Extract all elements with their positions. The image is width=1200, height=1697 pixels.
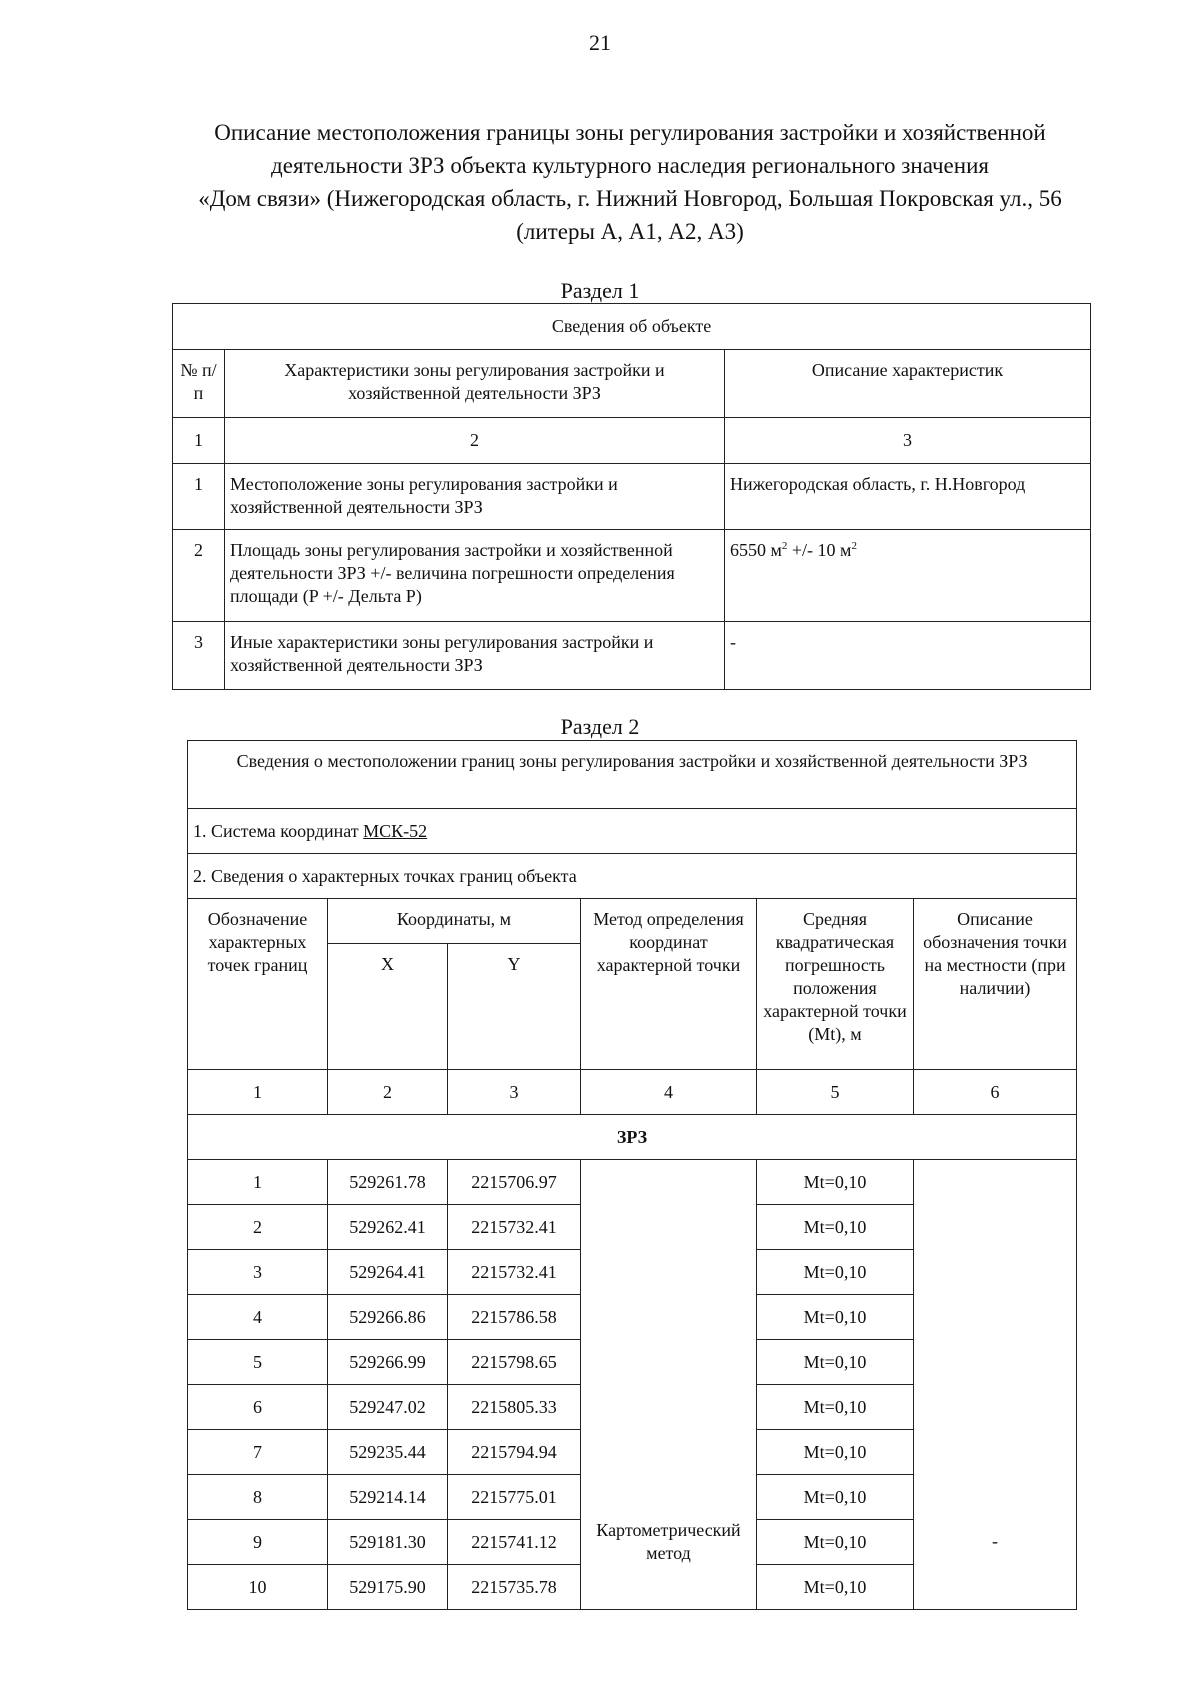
col-header-y: Y [448, 944, 581, 1070]
row-description-area [725, 530, 1091, 622]
point-error: Mt=0,10 [757, 1430, 914, 1475]
row-characteristic: Местоположение зоны регулирования застройки и хозяйственной деятельности ЗРЗ [225, 464, 725, 530]
col-header-coordinates: Координаты, м [328, 899, 581, 944]
point-number: 4 [188, 1295, 328, 1340]
col-index: 2 [328, 1070, 448, 1115]
col-index: 6 [914, 1070, 1077, 1115]
point-x: 529181.30 [328, 1520, 448, 1565]
row-characteristic: Площадь зоны регулирования застройки и хозяйственной деятельности ЗРЗ +/- величина погрешности определения площади (P +/- Дельта P) [225, 530, 725, 622]
title-line: (литеры А, А1, А2, А3) [516, 219, 744, 244]
col-index: 4 [581, 1070, 757, 1115]
point-number: 2 [188, 1205, 328, 1250]
area-tolerance: +/- 10 м [787, 540, 852, 560]
point-description-cell: - [914, 1160, 1077, 1610]
zone-label: ЗРЗ [188, 1115, 1077, 1160]
area-value: 6550 м [730, 540, 782, 560]
tolerance-unit-sup: 2 [851, 540, 857, 552]
point-y: 2215805.33 [448, 1385, 581, 1430]
col-header-point-description: Описание обозначения точки на местности (при наличии) [914, 899, 1077, 1070]
row-description: - [725, 622, 1091, 690]
area-unit-sup: 2 [781, 540, 788, 552]
point-number: 10 [188, 1565, 328, 1610]
col-header-x: X [328, 944, 448, 1070]
col-header-description: Описание характеристик [725, 350, 1091, 418]
point-y: 2215735.78 [448, 1565, 581, 1610]
point-x: 529266.86 [328, 1295, 448, 1340]
col-index: 1 [173, 418, 225, 464]
point-y: 2215741.12 [448, 1520, 581, 1565]
point-error: Mt=0,10 [757, 1520, 914, 1565]
point-y: 2215732.41 [448, 1205, 581, 1250]
point-error: Mt=0,10 [757, 1295, 914, 1340]
row-description: Нижегородская область, г. Н.Новгород [725, 464, 1091, 530]
col-index: 2 [225, 418, 725, 464]
section2-label: Раздел 2 [560, 714, 640, 739]
point-number: 7 [188, 1430, 328, 1475]
point-x: 529262.41 [328, 1205, 448, 1250]
point-number: 1 [188, 1160, 328, 1205]
row-num: 1 [173, 464, 225, 530]
point-x: 529247.02 [328, 1385, 448, 1430]
col-header-error: Средняя квадратическая погрешность положения характерной точки (Mt), м [757, 899, 914, 1070]
page-number: 21 [589, 30, 611, 55]
method-cell: Картометрический метод [581, 1160, 757, 1610]
point-y: 2215786.58 [448, 1295, 581, 1340]
point-number: 5 [188, 1340, 328, 1385]
coordinate-system-prefix: 1. Система координат [193, 820, 364, 841]
point-x: 529264.41 [328, 1250, 448, 1295]
coordinate-system-value: МСК-52 [363, 820, 428, 841]
col-index: 5 [757, 1070, 914, 1115]
title-line: Описание местоположения границы зоны регулирования застройки и хозяйственной [214, 120, 1046, 145]
point-error: Mt=0,10 [757, 1250, 914, 1295]
col-header-point: Обозначение характерных точек границ [188, 899, 328, 1070]
point-y: 2215732.41 [448, 1250, 581, 1295]
boundary-points-table [187, 740, 1077, 1610]
section1-label: Раздел 1 [560, 278, 640, 303]
point-error: Mt=0,10 [757, 1565, 914, 1610]
point-x: 529175.90 [328, 1565, 448, 1610]
point-error: Mt=0,10 [757, 1160, 914, 1205]
point-number: 3 [188, 1250, 328, 1295]
title-line: деятельности ЗРЗ объекта культурного наследия регионального значения [271, 153, 989, 178]
coordinate-system [188, 809, 1077, 854]
table-row [173, 622, 1091, 690]
row-num: 3 [173, 622, 225, 690]
row-num: 2 [173, 530, 225, 622]
point-number: 6 [188, 1385, 328, 1430]
col-header-method: Метод определения координат характерной точки [581, 899, 757, 1070]
point-y: 2215794.94 [448, 1430, 581, 1475]
point-y: 2215798.65 [448, 1340, 581, 1385]
point-error: Mt=0,10 [757, 1475, 914, 1520]
point-y: 2215706.97 [448, 1160, 581, 1205]
row-characteristic: Иные характеристики зоны регулирования застройки и хозяйственной деятельности ЗРЗ [225, 622, 725, 690]
col-index: 3 [725, 418, 1091, 464]
point-error: Mt=0,10 [757, 1340, 914, 1385]
point-error: Mt=0,10 [757, 1385, 914, 1430]
object-info-table [172, 303, 1091, 690]
point-y: 2215775.01 [448, 1475, 581, 1520]
point-x: 529266.99 [328, 1340, 448, 1385]
point-error: Mt=0,10 [757, 1205, 914, 1250]
section2-header: Сведения о местоположении границ зоны регулирования застройки и хозяйственной деятельности ЗРЗ [188, 741, 1077, 809]
table-row [188, 1160, 1077, 1205]
title-line: «Дом связи» (Нижегородская область, г. Нижний Новгород, Большая Покровская ул., 56 [198, 186, 1062, 211]
point-x: 529261.78 [328, 1160, 448, 1205]
point-x: 529235.44 [328, 1430, 448, 1475]
document-title [140, 116, 1120, 248]
table-row [173, 464, 1091, 530]
col-index: 3 [448, 1070, 581, 1115]
point-x: 529214.14 [328, 1475, 448, 1520]
table-row [173, 530, 1091, 622]
point-number: 8 [188, 1475, 328, 1520]
col-index: 1 [188, 1070, 328, 1115]
col-header-characteristic: Характеристики зоны регулирования застройки и хозяйственной деятельности ЗРЗ [225, 350, 725, 418]
point-number: 9 [188, 1520, 328, 1565]
col-header-num: № п/п [173, 350, 225, 418]
section1-header: Сведения об объекте [173, 304, 1091, 350]
points-header: 2. Сведения о характерных точках границ объекта [188, 854, 1077, 899]
